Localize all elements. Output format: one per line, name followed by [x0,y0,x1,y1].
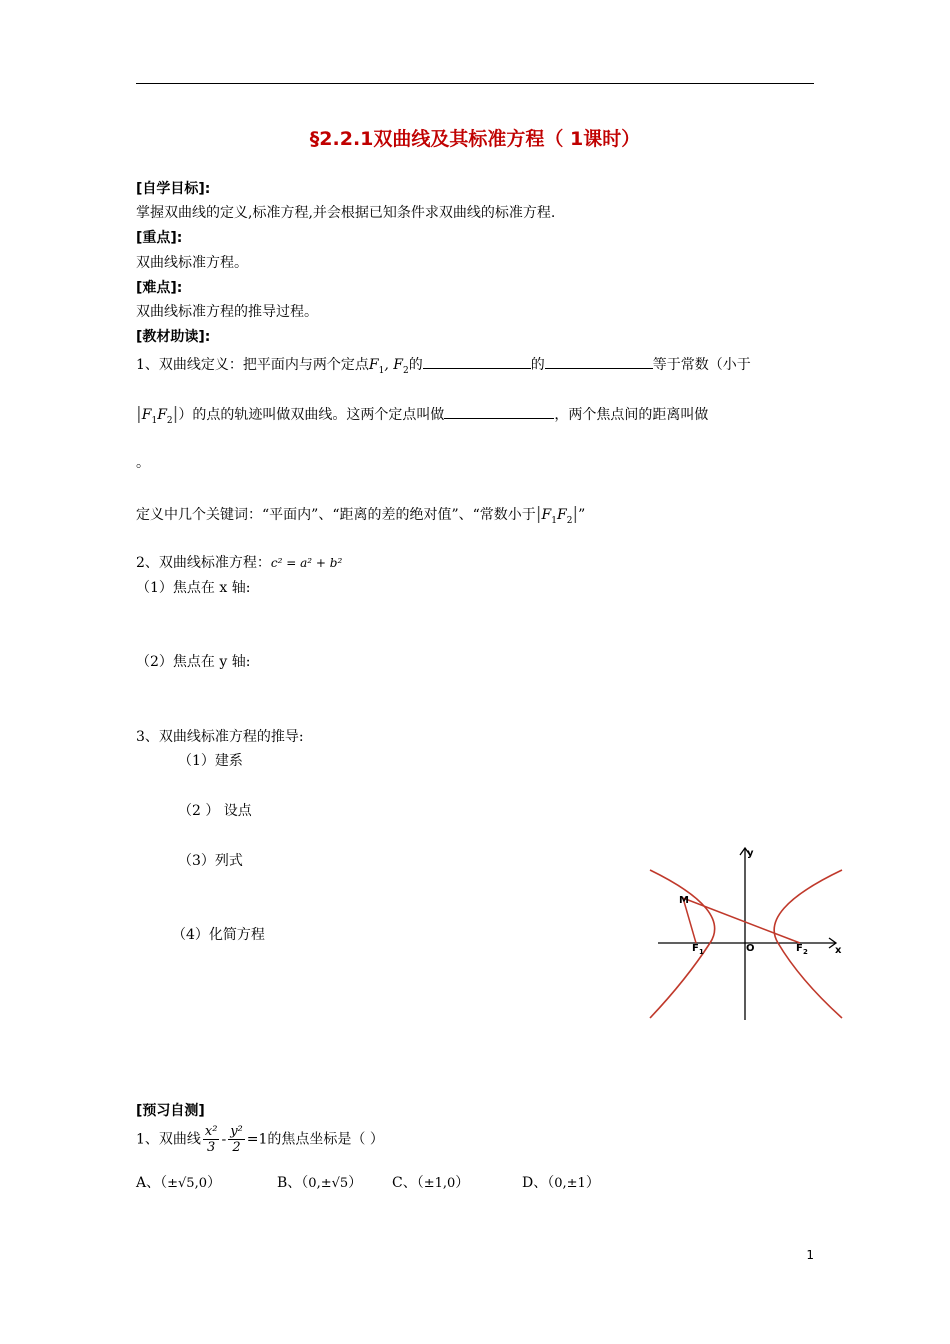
page-title: §2.2.1双曲线及其标准方程（ 1课时） [309,128,641,150]
fraction-y [228,1124,245,1155]
fraction-y-den: 2 [232,1140,241,1155]
focus-f1-label: F [692,943,699,954]
item3-step3: （3）列式 [178,853,243,869]
q1-prefix: 1、双曲线 [136,1131,201,1148]
keywords-line [136,504,585,526]
minus-sign: - [221,1131,227,1148]
keywords-text: 定义中几个关键词：“平面内”、“距离的差的绝对值”、“常数小于 [136,507,536,523]
option-d-value: 0,±1 [554,1176,586,1191]
header-rule [136,83,814,84]
preview-label: [预习自测] [136,1103,205,1119]
hyperbola-figure [640,840,850,1030]
option-b[interactable] [277,1172,362,1192]
q1-suffix: =1的焦点坐标是（ ） [246,1131,384,1148]
focal-distance-symbol: $|F_1F_2|$ [136,404,179,426]
definition-text-c: 的 [530,357,545,373]
blank-1[interactable] [423,354,531,369]
hyperbola-left-branch [650,870,715,1018]
difficult-label: [难点]: [136,280,183,296]
goal-label: [自学目标]: [136,181,211,197]
y-label: y [747,848,754,859]
option-a[interactable] [136,1172,221,1192]
item2-text: 2、双曲线标准方程： [136,555,271,571]
definition-text-e: ）的点的轨迹叫做双曲线。这两个定点叫做 [178,407,445,423]
option-d-close: ） [585,1175,600,1191]
focus-f1-subscript: 1 [699,948,704,956]
reading-label: [教材助读]: [136,329,211,345]
difficult-text: 双曲线标准方程的推导过程。 [136,304,318,320]
definition-text-g: 。 [136,455,150,471]
fraction-y-num: y² [230,1124,243,1139]
option-c[interactable] [392,1172,469,1192]
blank-3[interactable] [444,404,554,419]
fraction-x-den: 3 [207,1140,216,1155]
goal-text: 掌握双曲线的定义,标准方程,并会根据已知条件求双曲线的标准方程. [136,205,556,221]
option-b-label: B、（ [277,1175,309,1191]
focus-f2-subscript: 2 [803,948,808,956]
focus-f2-label: F [796,943,803,954]
definition-text-d: 等于常数（小于 [652,357,751,373]
fraction-x [203,1124,220,1155]
fraction-x-num: x² [204,1124,218,1139]
option-d[interactable] [522,1172,600,1192]
keywords-suffix: ” [578,507,586,523]
point-m-label: M [679,895,689,906]
hyperbola-right-branch [774,870,842,1018]
definition-line-1 [136,354,751,376]
item2-sub1: （1）焦点在 x 轴: [136,580,251,596]
definition-text-f: ，两个焦点间的距离叫做 [554,407,709,423]
standard-formula: c² = a² + b² [270,556,343,570]
item2-sub2: （2）焦点在 y 轴: [136,654,251,670]
keywords-focal-symbol: $|F_1F_2|$ [535,504,579,526]
question-1 [136,1124,384,1155]
option-a-close: ） [206,1175,221,1191]
definition-text-a: 1、双曲线定义：把平面内与两个定点 [136,357,369,373]
definition-line-2 [136,404,708,426]
key-text: 双曲线标准方程。 [136,255,248,271]
blank-2[interactable] [545,354,653,369]
item2-line [136,552,342,572]
option-c-value: ±1,0 [423,1176,456,1191]
item3-step4: （4）化简方程 [172,927,265,943]
option-c-label: C、（ [392,1175,424,1191]
page-number: 1 [806,1248,814,1262]
option-a-label: A、（ [136,1175,168,1191]
origin-label: O [746,943,755,954]
key-label: [重点]: [136,230,183,246]
x-label: x [835,945,842,956]
radius-mf2 [683,898,800,943]
option-c-close: ） [455,1175,470,1191]
option-d-label: D、（ [522,1175,555,1191]
option-b-value: 0,±√5 [308,1176,349,1191]
item3-step2: （2 ） 设点 [178,803,252,819]
option-b-close: ） [348,1175,363,1191]
item3-step1: （1）建系 [178,753,243,769]
foci-symbols: $F_1$, $F_2$ [368,357,409,376]
definition-text-b: 的 [408,357,423,373]
item3-text: 3、双曲线标准方程的推导: [136,729,304,745]
option-a-value: ±√5,0 [167,1176,207,1191]
